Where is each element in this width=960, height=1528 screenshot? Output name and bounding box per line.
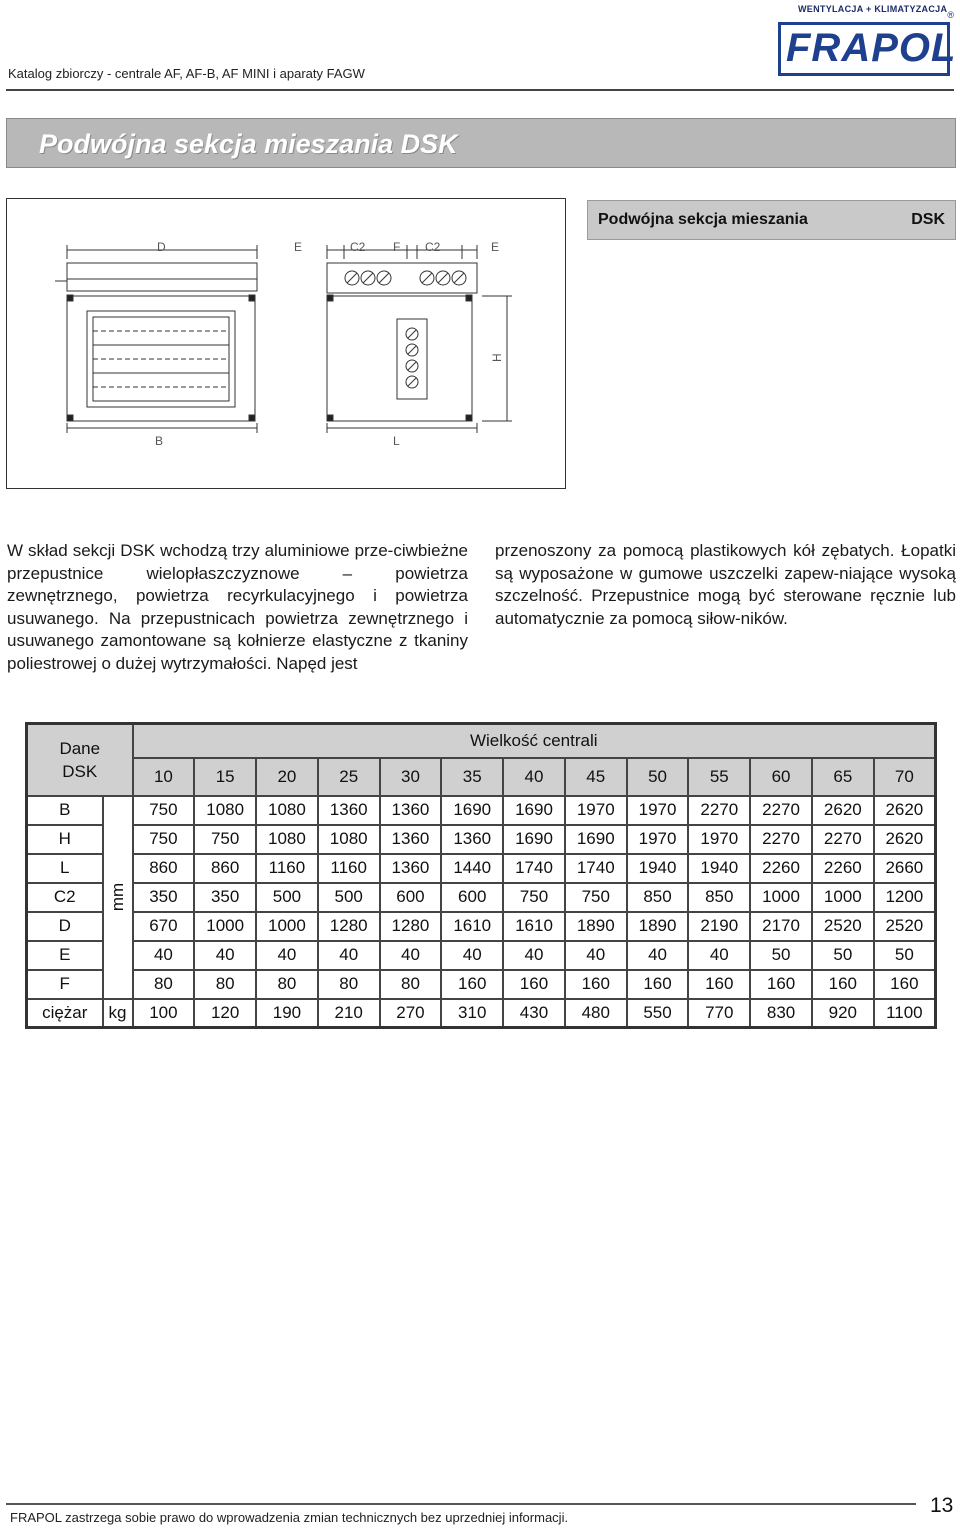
table-cell: 40 [627, 941, 689, 970]
size-header-cell: 30 [380, 758, 442, 796]
table-cell: 750 [503, 883, 565, 912]
table-cell: 1360 [380, 854, 442, 883]
table-cell: 1360 [441, 825, 503, 854]
technical-drawing [6, 198, 566, 489]
table-cell: 50 [874, 941, 936, 970]
weight-row [27, 999, 936, 1028]
table-cell: 40 [441, 941, 503, 970]
dim-label-e-right: E [491, 240, 500, 254]
table-cell: 80 [380, 970, 442, 999]
table-cell: 750 [133, 796, 195, 825]
damper-section-drawing [7, 199, 565, 488]
table-cell: 160 [627, 970, 689, 999]
unit-mm-label: mm [107, 882, 127, 912]
header-divider [6, 89, 954, 91]
dim-label-e-left: E [294, 240, 303, 254]
weight-cell: 1100 [874, 999, 936, 1028]
weight-cell: 270 [380, 999, 442, 1028]
table-cell: 2270 [812, 825, 874, 854]
table-row [27, 941, 936, 970]
weight-cell: 100 [133, 999, 195, 1028]
table-cell: 2190 [688, 912, 750, 941]
row-label: E [27, 941, 103, 970]
weight-cell: 430 [503, 999, 565, 1028]
table-cell: 1080 [256, 825, 318, 854]
table-cell: 1160 [256, 854, 318, 883]
table-cell: 670 [133, 912, 195, 941]
table-cell: 850 [627, 883, 689, 912]
row-label: B [27, 796, 103, 825]
row-label: F [27, 970, 103, 999]
table-cell: 40 [133, 941, 195, 970]
table-cell: 1000 [750, 883, 812, 912]
table-cell: 1890 [627, 912, 689, 941]
table-cell: 80 [133, 970, 195, 999]
size-header-cell: 45 [565, 758, 627, 796]
table-cell: 500 [318, 883, 380, 912]
table-cell: 40 [503, 941, 565, 970]
table-row [27, 796, 936, 825]
table-cell: 850 [688, 883, 750, 912]
table-cell: 2520 [874, 912, 936, 941]
catalog-title: Katalog zbiorczy - centrale AF, AF-B, AF MINI i aparaty FAGW [8, 66, 365, 81]
table-cell: 600 [380, 883, 442, 912]
table-cell: 1000 [256, 912, 318, 941]
table-cell: 1740 [503, 854, 565, 883]
row-label: D [27, 912, 103, 941]
table-cell: 750 [194, 825, 256, 854]
table-cell: 40 [565, 941, 627, 970]
size-header-cell: 10 [133, 758, 195, 796]
table-cell: 1080 [256, 796, 318, 825]
weight-cell: 920 [812, 999, 874, 1028]
table-cell: 1940 [627, 854, 689, 883]
table-cell: 160 [874, 970, 936, 999]
table-cell: 1200 [874, 883, 936, 912]
table-cell: 1360 [380, 825, 442, 854]
weight-label: ciężar [27, 999, 103, 1028]
table-cell: 1940 [688, 854, 750, 883]
table-cell: 1690 [441, 796, 503, 825]
logo-tagline: WENTYLACJA + KLIMATYZACJA [798, 4, 948, 14]
table-cell: 50 [812, 941, 874, 970]
table-cell: 1000 [812, 883, 874, 912]
table-cell: 80 [318, 970, 380, 999]
table-cell: 1890 [565, 912, 627, 941]
table-cell: 1080 [194, 796, 256, 825]
table-cell: 2170 [750, 912, 812, 941]
table-cell: 1690 [503, 796, 565, 825]
table-cell: 350 [194, 883, 256, 912]
footer-disclaimer: FRAPOL zastrzega sobie prawo do wprowadzenia zmian technicznych bez uprzedniej informacji. [10, 1510, 569, 1525]
table-cell: 1160 [318, 854, 380, 883]
table-cell: 2270 [750, 796, 812, 825]
table-cell: 1280 [318, 912, 380, 941]
table-cell: 1690 [503, 825, 565, 854]
table-corner-label: Dane DSK [27, 724, 133, 796]
size-header-cell: 25 [318, 758, 380, 796]
dim-label-c2-left: C2 [350, 240, 366, 254]
dim-label-b: B [155, 434, 164, 448]
weight-cell: 310 [441, 999, 503, 1028]
table-cell: 1610 [441, 912, 503, 941]
table-cell: 160 [441, 970, 503, 999]
table-cell: 1360 [318, 796, 380, 825]
size-header-cell: 40 [503, 758, 565, 796]
table-cell: 500 [256, 883, 318, 912]
table-cell: 2660 [874, 854, 936, 883]
footer-divider [6, 1503, 916, 1505]
size-header-cell: 70 [874, 758, 936, 796]
weight-cell: 190 [256, 999, 318, 1028]
size-header-cell: 65 [812, 758, 874, 796]
table-cell: 40 [380, 941, 442, 970]
table-cell: 750 [565, 883, 627, 912]
dim-label-f: F [393, 240, 401, 254]
table-cell: 80 [256, 970, 318, 999]
size-header-cell: 35 [441, 758, 503, 796]
table-cell: 40 [318, 941, 380, 970]
size-header-cell: 60 [750, 758, 812, 796]
weight-cell: 480 [565, 999, 627, 1028]
table-cell: 860 [133, 854, 195, 883]
weight-cell: 770 [688, 999, 750, 1028]
table-row [27, 825, 936, 854]
description-right: przenoszony za pomocą plastikowych kół zębatych. Łopatki są wyposażone w gumowe uszczelki zapew-niające wysoką szczelność. Przepustnice mogą być sterowane ręcznie lub automatycznie za pomocą siłow-ników. [495, 541, 956, 628]
table-cell: 160 [503, 970, 565, 999]
weight-cell: 210 [318, 999, 380, 1028]
table-row [27, 883, 936, 912]
table-cell: 860 [194, 854, 256, 883]
section-title: Podwójna sekcja mieszania DSK [39, 129, 458, 159]
frapol-logo [776, 4, 956, 78]
table-cell: 600 [441, 883, 503, 912]
size-group-header: Wielkość centrali [133, 724, 936, 758]
table-cell: 2620 [812, 796, 874, 825]
logo-wordmark: FRAPOL [786, 26, 957, 70]
table-cell: 160 [750, 970, 812, 999]
section-banner [6, 118, 956, 168]
table-cell: 1080 [318, 825, 380, 854]
table-cell: 1970 [688, 825, 750, 854]
table-cell: 40 [256, 941, 318, 970]
table-cell: 40 [688, 941, 750, 970]
table-cell: 160 [688, 970, 750, 999]
dim-label-l: L [393, 434, 400, 448]
row-label: C2 [27, 883, 103, 912]
size-header-cell: 55 [688, 758, 750, 796]
size-header-cell: 50 [627, 758, 689, 796]
table-cell: 50 [750, 941, 812, 970]
size-header-cell: 20 [256, 758, 318, 796]
weight-cell: 830 [750, 999, 812, 1028]
size-header-cell: 15 [194, 758, 256, 796]
table-cell: 1280 [380, 912, 442, 941]
table-cell: 80 [194, 970, 256, 999]
dim-label-c2-right: C2 [425, 240, 441, 254]
table-cell: 1690 [565, 825, 627, 854]
table-cell: 2260 [812, 854, 874, 883]
table-cell: 1970 [627, 825, 689, 854]
weight-unit: kg [103, 999, 133, 1028]
table-cell: 1000 [194, 912, 256, 941]
table-cell: 1610 [503, 912, 565, 941]
table-row [27, 854, 936, 883]
table-cell: 350 [133, 883, 195, 912]
table-cell: 2620 [874, 796, 936, 825]
dim-label-h: H [490, 353, 504, 362]
table-cell: 1970 [565, 796, 627, 825]
spec-header-bar [587, 200, 956, 240]
row-label: H [27, 825, 103, 854]
table-cell: 160 [565, 970, 627, 999]
table-row [27, 970, 936, 999]
table-cell: 1440 [441, 854, 503, 883]
table-cell: 750 [133, 825, 195, 854]
table-cell: 2520 [812, 912, 874, 941]
table-row [27, 912, 936, 941]
table-cell: 2260 [750, 854, 812, 883]
table-cell: 2270 [750, 825, 812, 854]
unit-mm-cell [103, 796, 133, 999]
table-cell: 2270 [688, 796, 750, 825]
weight-cell: 550 [627, 999, 689, 1028]
dim-label-d: D [157, 240, 166, 254]
table-cell: 40 [194, 941, 256, 970]
table-cell: 1360 [380, 796, 442, 825]
table-cell: 1970 [627, 796, 689, 825]
table-cell: 2620 [874, 825, 936, 854]
dimensions-table [25, 722, 937, 1029]
table-cell: 1740 [565, 854, 627, 883]
table-cell: 160 [812, 970, 874, 999]
spec-title: Podwójna sekcja mieszania [598, 211, 808, 228]
weight-cell: 120 [194, 999, 256, 1028]
row-label: L [27, 854, 103, 883]
page-number: 13 [930, 1494, 954, 1517]
description-left: W skład sekcji DSK wchodzą trzy aluminiowe prze-ciwbieżne przepustnice wielopłaszczyznowe – powietrza zewnętrznego, powietrza recyrkulacyjnego i powietrza usuwanego. Na przepustnicach powietrza zewnętrznego i usuwanego zamontowane są kołnierze elastyczne z tkaniny poliestrowej o dużej wytrzymałości. Napęd jest [7, 541, 468, 673]
registered-mark: ® [947, 10, 954, 20]
spec-code: DSK [911, 211, 945, 228]
